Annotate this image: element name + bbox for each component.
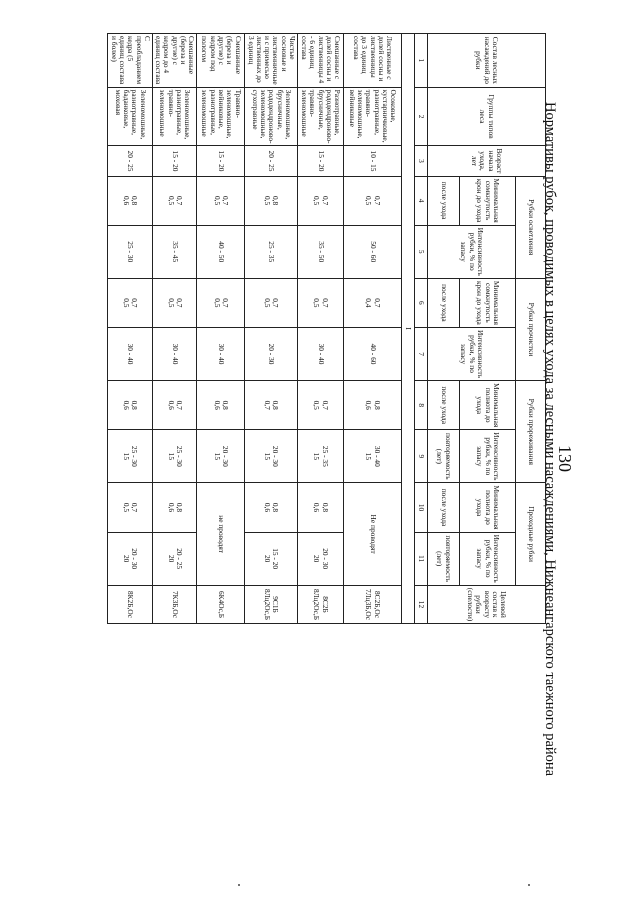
cell-passing-intensity: 15 - 20 20 — [245, 532, 298, 585]
header-intensity: Интенсивность рубки, % по запасу — [460, 430, 516, 483]
cell-clarification-intensity: 40 - 50 — [197, 225, 245, 278]
column-number: 12 — [415, 585, 428, 623]
cell-composition: Смешанные (береза и другие) с кедром до 4 единиц состава — [152, 34, 196, 88]
scan-speck — [528, 884, 530, 886]
section-label: I — [402, 34, 415, 624]
cell-thinning-density: 0,7 0,5 — [152, 278, 196, 327]
column-number: 6 — [415, 278, 428, 327]
cell-clarification-density: 0,7 0,5 — [152, 176, 196, 225]
table-row — [344, 34, 402, 624]
header-intensity: Интенсивность рубки, % по запасу — [460, 532, 516, 585]
header-min-density: Минимальная сомкнутость крон до ухода — [460, 278, 516, 327]
cell-clarification-density: 0,7 0,5 — [298, 176, 344, 225]
cell-forest-type-group: Зеленомошные, разнотравные, травяно-зеленомошные — [152, 87, 196, 146]
cell-age: 20 - 25 — [108, 146, 152, 176]
header-periodicity: повторяемость (лет) — [428, 430, 460, 483]
cell-passage-intensity: 20 - 30 15 — [197, 430, 245, 483]
cell-passing-not-conducted: не проводят — [197, 483, 245, 585]
cell-target-composition: 8К2Б,Ос — [108, 585, 152, 623]
cell-clarification-intensity: 25 - 35 — [245, 225, 298, 278]
cell-age: 20 - 25 — [245, 146, 298, 176]
cell-passing-fullness: 0,8 0,6 — [298, 483, 344, 532]
header-intensity: Интенсивность рубки, % по запасу — [428, 327, 516, 380]
cell-clarification-density: 0,8 0,5 — [245, 176, 298, 225]
cell-passing-fullness: 0,7 0,5 — [108, 483, 152, 532]
cell-composition: Лиственные с долей сосны и лиственницы до 3 единиц состава — [344, 34, 402, 88]
cell-passage-intensity: 25 - 30 15 — [108, 430, 152, 483]
cell-passing-not-conducted: Не проводят — [344, 483, 402, 585]
column-number: 7 — [415, 327, 428, 380]
document-title: Нормативы рубок, проводимых в целях ухода за лесными насаждениями, Нижнеангарского таежного района — [542, 102, 558, 777]
column-number: 9 — [415, 430, 428, 483]
header-after: после ухода — [428, 483, 460, 532]
cell-target-composition: 8С2Б 8Лц2Ос,Б — [298, 585, 344, 623]
cell-passing-fullness: 0,8 0,6 — [152, 483, 196, 532]
header-periodicity: повторяемость (лет) — [428, 532, 460, 585]
cell-composition: Смешанные с долей сосны и лиственницы 4 - 6 единиц состава — [298, 34, 344, 88]
cell-clarification-intensity: 50 - 60 — [344, 225, 402, 278]
cell-clarification-density: 0,7 0,5 — [344, 176, 402, 225]
cell-target-composition: 6К4Ос,Б — [197, 585, 245, 623]
cell-clarification-intensity: 35 - 45 — [152, 225, 196, 278]
cell-thinning-density: 0,7 0,5 — [245, 278, 298, 327]
table-row — [298, 34, 344, 624]
cell-forest-type-group: Травяно-зеленомошные, вейниковые, разнотравные, зеленомошные — [197, 87, 245, 146]
cell-composition: С преобладанием кедра (5 единиц состава и более) — [108, 34, 152, 88]
cell-thinning-intensity: 40 - 60 — [344, 327, 402, 380]
cell-thinning-intensity: 30 - 40 — [108, 327, 152, 380]
header-age-start: Возраст начала ухода, лет — [428, 146, 546, 176]
cell-target-composition: 9С1Б 8Лц2Ос,Б — [245, 585, 298, 623]
header-thinning: Рубки прочистки — [516, 278, 546, 380]
cell-age: 10 - 15 — [344, 146, 402, 176]
cell-passage-fullness: 0,7 0,5 — [298, 381, 344, 430]
cell-thinning-intensity: 30 - 40 — [197, 327, 245, 380]
cell-passage-intensity: 25 - 30 15 — [152, 430, 196, 483]
cell-forest-type-group: Зеленомошные, брусничные, рододендроново-зеленомошные, сухотравные — [245, 87, 298, 146]
header-composition: Состав лесных насаждений до рубки — [428, 34, 546, 88]
cell-passage-intensity: 25 - 35 15 — [298, 430, 344, 483]
cell-clarification-intensity: 25 - 30 — [108, 225, 152, 278]
table-row — [197, 34, 245, 624]
column-number: 11 — [415, 532, 428, 585]
cell-age: 15 - 20 — [197, 146, 245, 176]
table-row — [108, 34, 152, 624]
header-passage: Рубки прореживания — [516, 381, 546, 483]
header-forest-type-group: Группы типов леса — [428, 87, 546, 146]
cell-passing-intensity: 20 - 30 20 — [298, 532, 344, 585]
cell-passage-fullness: 0,8 0,6 — [108, 381, 152, 430]
cell-thinning-intensity: 30 - 40 — [152, 327, 196, 380]
cell-composition: Чистые сосновые и лиственничные и с примесью лиственных до 3 единиц — [245, 34, 298, 88]
scan-speck — [238, 884, 240, 886]
cell-passage-intensity: 20 - 30 15 — [245, 430, 298, 483]
cell-composition: Смешанные (береза и другие) с кедром под пологом — [197, 34, 245, 88]
cell-forest-type-group: Разнотравные, рододендроново-брусничные, травяно-зеленомошные — [298, 87, 344, 146]
header-min-density: Минимальная сомкнутость крон до ухода — [460, 176, 516, 225]
column-number: 3 — [415, 146, 428, 176]
cell-passage-fullness: 0,7 0,6 — [152, 381, 196, 430]
cell-passing-intensity: 20 - 30 20 — [108, 532, 152, 585]
column-number: 4 — [415, 176, 428, 225]
table-row — [152, 34, 196, 624]
cell-passage-fullness: 0,8 0,6 — [197, 381, 245, 430]
table-body — [108, 34, 402, 624]
cell-thinning-intensity: 30 - 40 — [298, 327, 344, 380]
header-passing: Проходные рубки — [516, 483, 546, 585]
cell-passage-fullness: 0,8 0,7 — [245, 381, 298, 430]
cell-forest-type-group: Осоковые, кустарничковые, разнотравные, травяно-зеленомошные, вейниковые — [344, 87, 402, 146]
column-number: 5 — [415, 225, 428, 278]
column-number: 10 — [415, 483, 428, 532]
cell-thinning-intensity: 20 - 30 — [245, 327, 298, 380]
cell-clarification-density: 0,7 0,5 — [197, 176, 245, 225]
header-after: после ухода — [428, 381, 460, 430]
header-target: Целевой состав к возрасту рубки (спелости) — [428, 585, 546, 623]
cell-thinning-density: 0,7 0,4 — [344, 278, 402, 327]
cell-passage-intensity: 30 - 40 15 — [344, 430, 402, 483]
header-after: после ухода — [428, 278, 460, 327]
header-min-fullness: Минимальная полнота до ухода — [460, 483, 516, 532]
cell-thinning-density: 0,7 0,5 — [108, 278, 152, 327]
cell-forest-type-group: Зеленомошные, разнотравные, баданковые, моховая — [108, 87, 152, 146]
header-min-fullness: Минимальная полнота до ухода — [460, 381, 516, 430]
header-clarification: Рубки осветления — [516, 176, 546, 278]
norms-table — [108, 33, 547, 624]
cell-passing-intensity: 20 - 25 20 — [152, 532, 196, 585]
header-intensity: Интенсивность рубки, % по запасу — [428, 225, 516, 278]
cell-passage-fullness: 0,8 0,6 — [344, 381, 402, 430]
cell-age: 15 - 20 — [298, 146, 344, 176]
cell-passing-fullness: 0,8 0,6 — [245, 483, 298, 532]
column-number: 8 — [415, 381, 428, 430]
column-number: 1 — [415, 34, 428, 88]
cell-clarification-intensity: 35 - 50 — [298, 225, 344, 278]
cell-clarification-density: 0,8 0,6 — [108, 176, 152, 225]
cell-thinning-density: 0,7 0,5 — [298, 278, 344, 327]
cell-thinning-density: 0,7 0,5 — [197, 278, 245, 327]
page-number: 130 — [555, 445, 575, 472]
cell-target-composition: 7К3Б,Ос — [152, 585, 196, 623]
column-number: 2 — [415, 87, 428, 146]
header-after: после ухода — [428, 176, 460, 225]
table-row — [245, 34, 298, 624]
cell-target-composition: 8С2Б,Ос 7Лц3Б,Ос — [344, 585, 402, 623]
cell-age: 15 - 20 — [152, 146, 196, 176]
